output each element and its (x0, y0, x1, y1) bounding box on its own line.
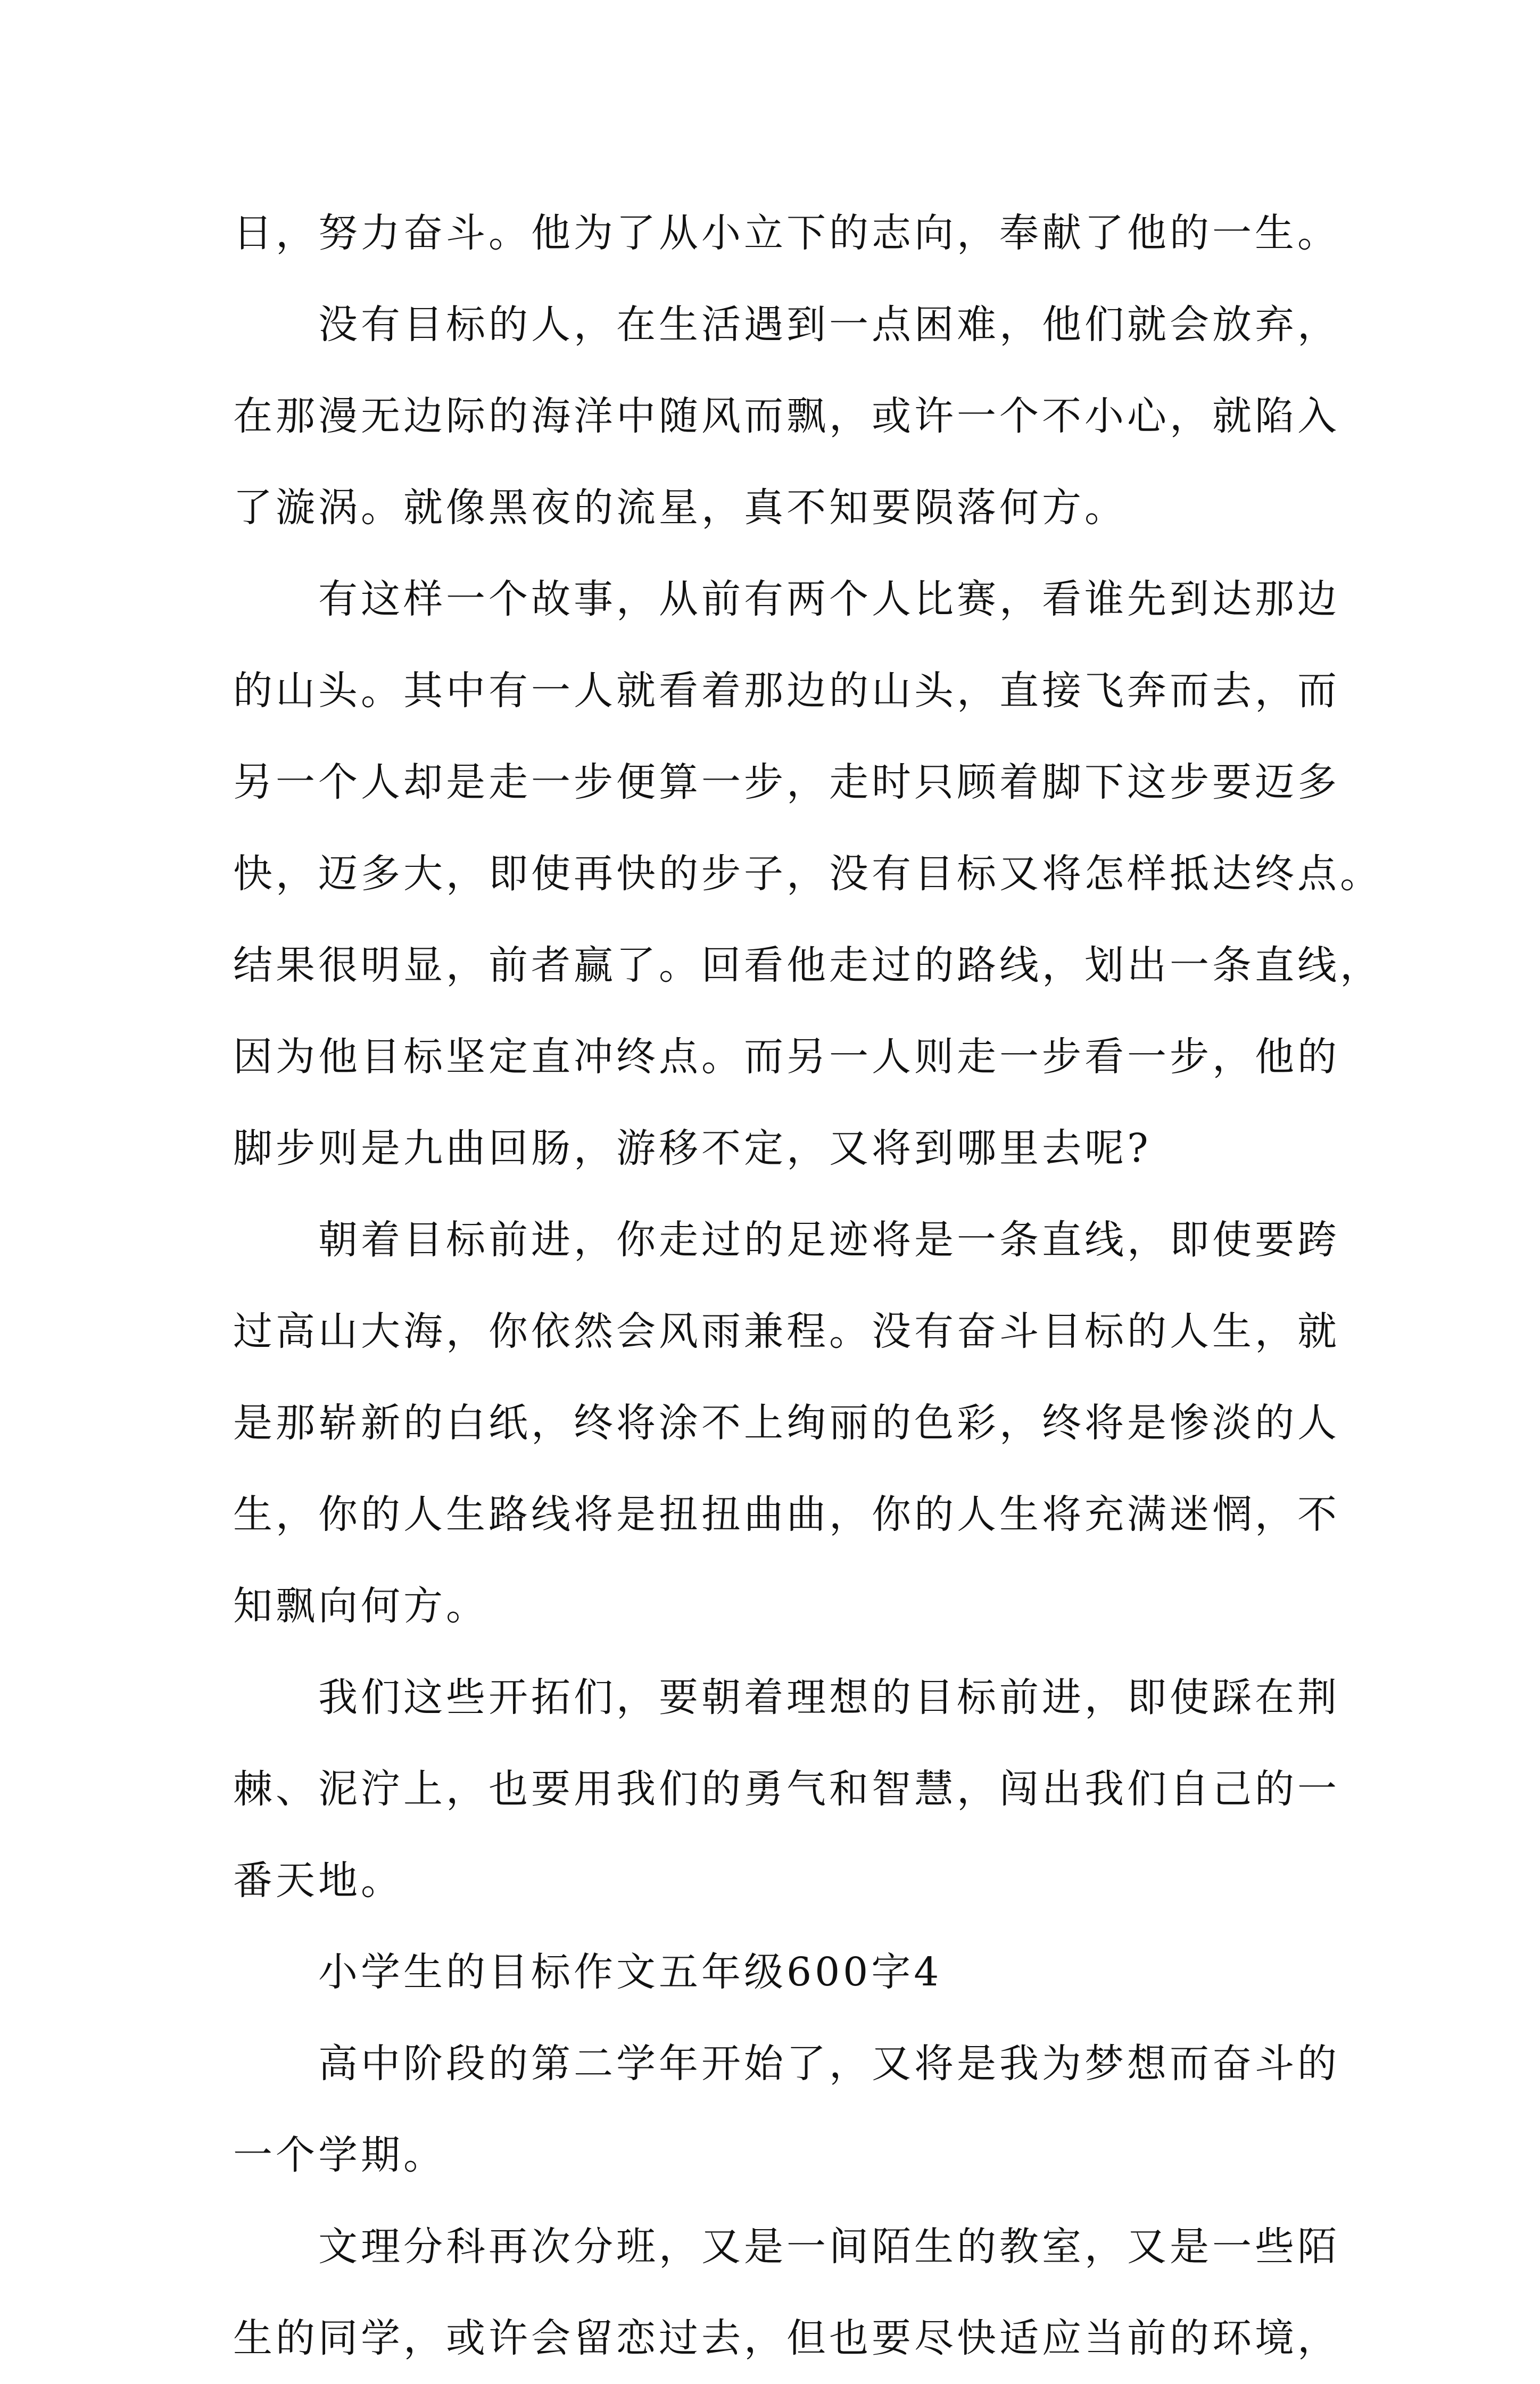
text-line: 生的同学，或许会留恋过去，但也要尽快适应当前的环境， (233, 2315, 1340, 2361)
text-line: 快，迈多大，即使再快的步子，没有目标又将怎样抵达终点。 (233, 851, 1382, 897)
text-line: 番天地。 (233, 1858, 403, 1903)
text-line: 了漩涡。就像黑夜的流星，真不知要陨落何方。 (233, 485, 1127, 531)
body-text (233, 187, 1382, 2384)
text-line: 有这样一个故事，从前有两个人比赛，看谁先到达那边 (318, 576, 1340, 622)
section-heading: 小学生的目标作文五年级600字4 (318, 1949, 942, 1995)
text-line: 另一个人却是走一步便算一步，走时只顾着脚下这步要迈多 (233, 759, 1340, 805)
text-line: 结果很明显，前者赢了。回看他走过的路线，划出一条直线， (233, 942, 1382, 988)
text-line: 知飘向何方。 (233, 1583, 489, 1629)
text-line: 日，努力奋斗。他为了从小立下的志向，奉献了他的一生。 (233, 210, 1340, 256)
text-line: 朝着目标前进，你走过的足迹将是一条直线，即使要跨 (318, 1217, 1340, 1263)
text-line: 高中阶段的第二学年开始了，又将是我为梦想而奋斗的 (318, 2041, 1340, 2087)
text-line: 生，你的人生路线将是扭扭曲曲，你的人生将充满迷惘，不 (233, 1492, 1340, 1537)
text-line: 在那漫无边际的海洋中随风而飘，或许一个不小心，就陷入 (233, 393, 1340, 439)
text-line: 的山头。其中有一人就看着那边的山头，直接飞奔而去，而 (233, 668, 1340, 714)
text-line: 过高山大海，你依然会风雨兼程。没有奋斗目标的人生，就 (233, 1309, 1340, 1354)
text-line: 脚步则是九曲回肠，游移不定，又将到哪里去呢? (233, 1125, 1152, 1171)
text-line: 文理分科再次分班，又是一间陌生的教室，又是一些陌 (318, 2224, 1340, 2270)
text-line: 因为他目标坚定直冲终点。而另一人则走一步看一步，他的 (233, 1034, 1340, 1080)
text-line: 没有目标的人，在生活遇到一点困难，他们就会放弃， (318, 302, 1340, 347)
text-line: 是那崭新的白纸，终将涂不上绚丽的色彩，终将是惨淡的人 (233, 1400, 1340, 1446)
text-line: 一个学期。 (233, 2132, 446, 2178)
text-line: 我们这些开拓们，要朝着理想的目标前进，即使踩在荆 (318, 1675, 1340, 1720)
text-line: 棘、泥泞上，也要用我们的勇气和智慧，闯出我们自己的一 (233, 1766, 1340, 1812)
